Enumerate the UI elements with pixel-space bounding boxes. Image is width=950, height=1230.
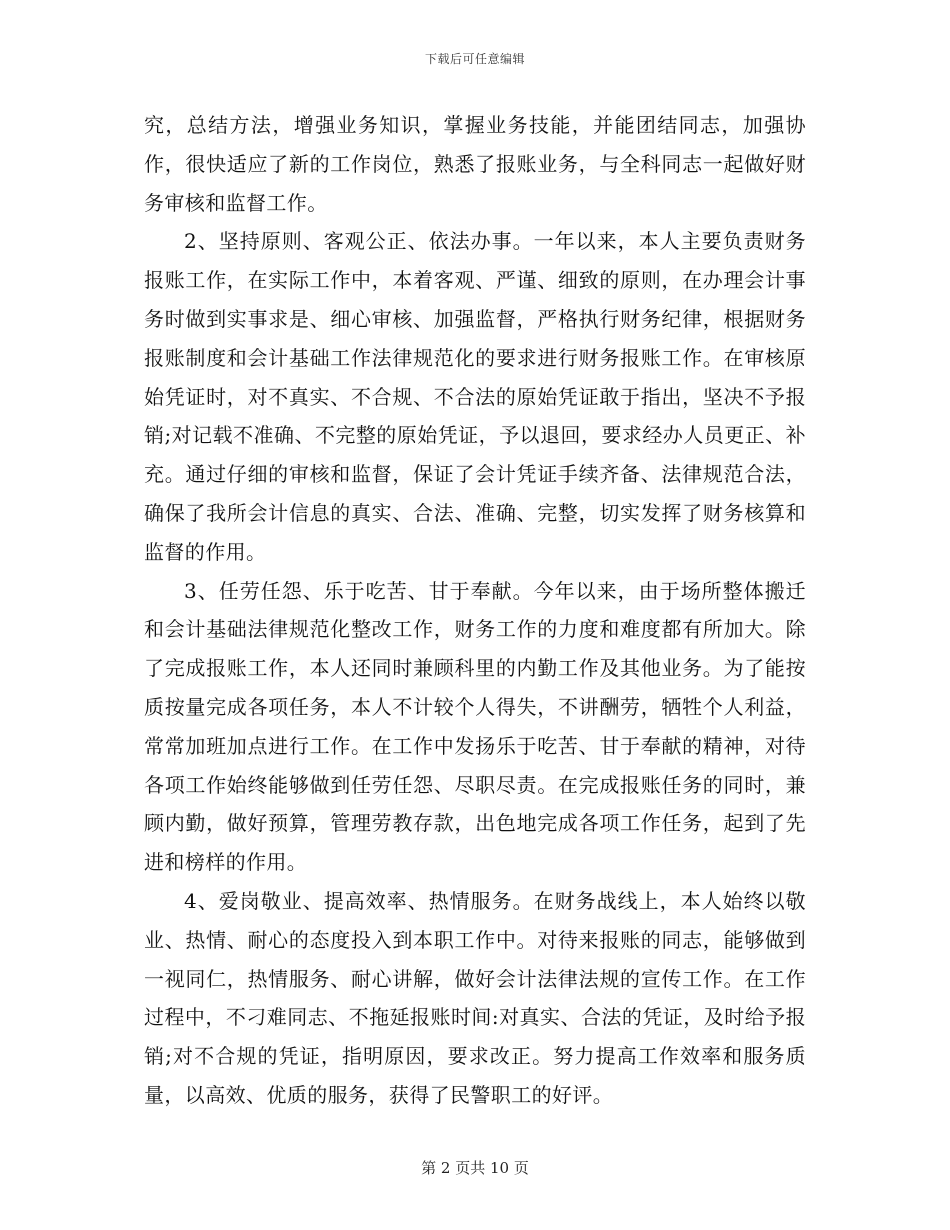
page-number-footer: 第 2 页共 10 页 bbox=[421, 1159, 529, 1177]
document-body bbox=[144, 106, 806, 1115]
paragraph-continuation: 究，总结方法，增强业务知识，掌握业务技能，并能团结同志，加强协作，很快适应了新的工作岗位，熟悉了报账业务，与全科同志一起做好财务审核和监督工作。 bbox=[144, 113, 806, 215]
paragraph-point-4: 4、爱岗敬业、提高效率、热情服务。在财务战线上，本人始终以敬业、热情、耐心的态度投入到本职工作中。对待来报账的同志，能够做到一视同仁，热情服务、耐心讲解，做好会计法律法规的宣传工作。在工作过程中，不刁难同志、不拖延报账时间:对真实、合法的凭证，及时给予报销;对不合规的凭证，指明原因，要求改正。努力提高工作效率和服务质量，以高效、优质的服务，获得了民警职工的好评。 bbox=[144, 888, 806, 1107]
page-header: 下载后可任意编辑 bbox=[424, 52, 525, 66]
paragraph-point-3: 3、任劳任怨、乐于吃苦、甘于奉献。今年以来，由于场所整体搬迁和会计基础法律规范化整改工作，财务工作的力度和难度都有所加大。除了完成报账工作，本人还同时兼顾科里的内勤工作及其他业务。为了能按质按量完成各项任务，本人不计较个人得失，不讲酬劳，牺牲个人利益，常常加班加点进行工作。在工作中发扬乐于吃苦、甘于奉献的精神，对待各项工作始终能够做到任劳任怨、尽职尽责。在完成报账任务的同时，兼顾内勤，做好预算，管理劳教存款，出色地完成各项工作任务，起到了先进和榜样的作用。 bbox=[144, 578, 806, 875]
paragraph-point-2: 2、坚持原则、客观公正、依法办事。一年以来，本人主要负责财务报账工作，在实际工作中，本着客观、严谨、细致的原则，在办理会计事务时做到实事求是、细心审核、加强监督，严格执行财务纪律，根据财务报账制度和会计基础工作法律规范化的要求进行财务报账工作。在审核原始凭证时，对不真实、不合规、不合法的原始凭证敢于指出，坚决不予报销;对记载不准确、不完整的原始凭证，予以退回，要求经办人员更正、补充。通过仔细的审核和监督，保证了会计凭证手续齐备、法律规范合法，确保了我所会计信息的真实、合法、准确、完整，切实发挥了财务核算和监督的作用。 bbox=[144, 229, 806, 564]
